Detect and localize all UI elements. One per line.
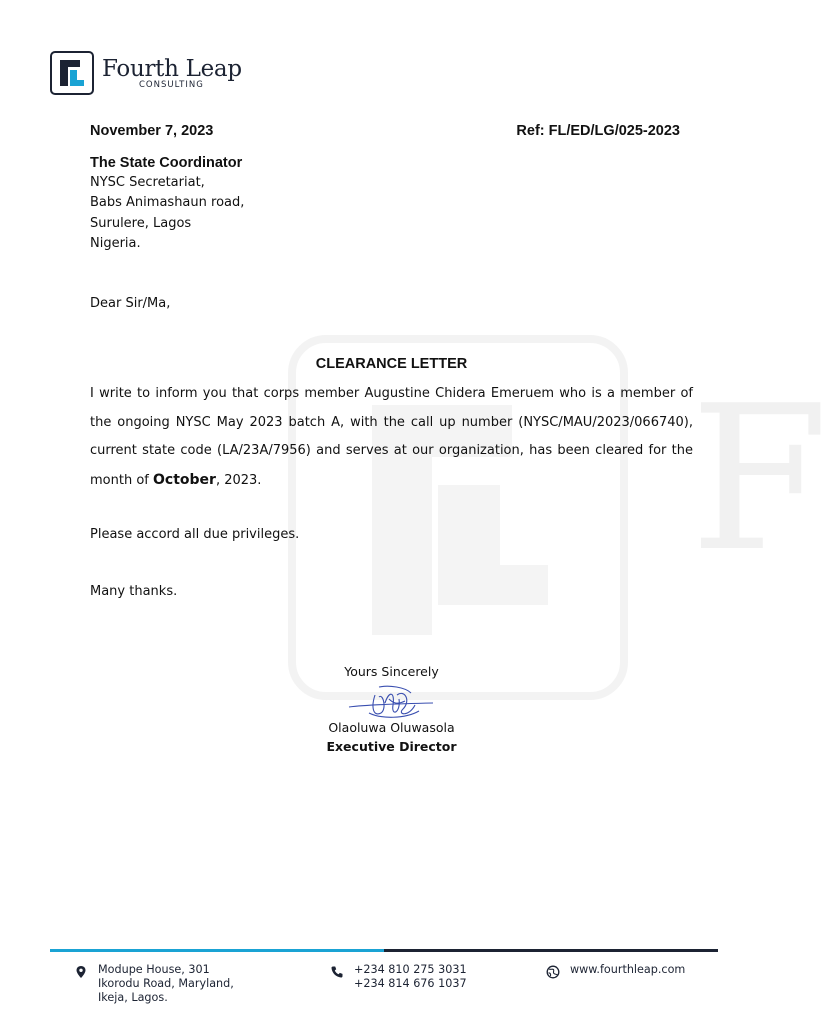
recipient-title: The State Coordinator [90,155,243,171]
body-text: I write to inform you that corps member Augustine Chidera Emeruem who is a member of the ongoing NYSC May 2023 batch A, with the call up number (NYSC/MAU/2023/066740), current state code (LA/23A/7956) and serves at our organization, has been cleared for the month of [90,386,693,488]
signatory-title: Executive Director [326,739,457,754]
footer-phone: +234 810 275 3031 [354,963,467,976]
footer-phone: +234 814 676 1037 [354,977,467,991]
accord-line: Please accord all due privileges. [90,527,300,542]
handwritten-signature [345,683,437,723]
footer-website-link[interactable]: www.fourthleap.com [570,963,686,976]
recipient-address-line: Babs Animashaun road, [90,195,245,211]
footer-phones [330,963,467,991]
logo-mark-icon [50,51,94,95]
footer-address-line: Ikorodu Road, Maryland, [98,977,234,991]
recipient-address-line: NYSC Secretariat, [90,175,205,190]
letter-reference: Ref: FL/ED/LG/025-2023 [516,123,680,139]
signatory-name: Olaoluwa Oluwasola [328,720,455,735]
closing-text: Yours Sincerely [344,664,439,679]
recipient-address-line: Surulere, Lagos [90,215,192,231]
company-name: Fourth Leap [102,55,242,82]
body-end: , 2023. [215,472,262,488]
letter-body [90,380,693,495]
location-pin-icon [74,965,88,979]
thanks-line: Many thanks. [90,584,178,599]
body-month: October [153,471,216,488]
phone-icon [330,965,344,979]
footer-address-line: Ikeja, Lagos. [98,991,168,1005]
letter-date: November 7, 2023 [90,123,214,139]
footer-address [74,963,234,1006]
recipient-address-line: Nigeria. [90,235,141,251]
letter-heading: CLEARANCE LETTER [315,356,468,372]
watermark-letter: F [690,363,829,596]
footer-website [546,963,685,979]
recipient-block [90,153,244,254]
company-logo [50,51,242,95]
globe-icon [546,965,560,979]
salutation: Dear Sir/Ma, [90,296,171,311]
footer-address-line: Modupe House, 301 [98,963,210,976]
company-tagline: CONSULTING [139,79,204,90]
footer-divider [50,949,718,952]
